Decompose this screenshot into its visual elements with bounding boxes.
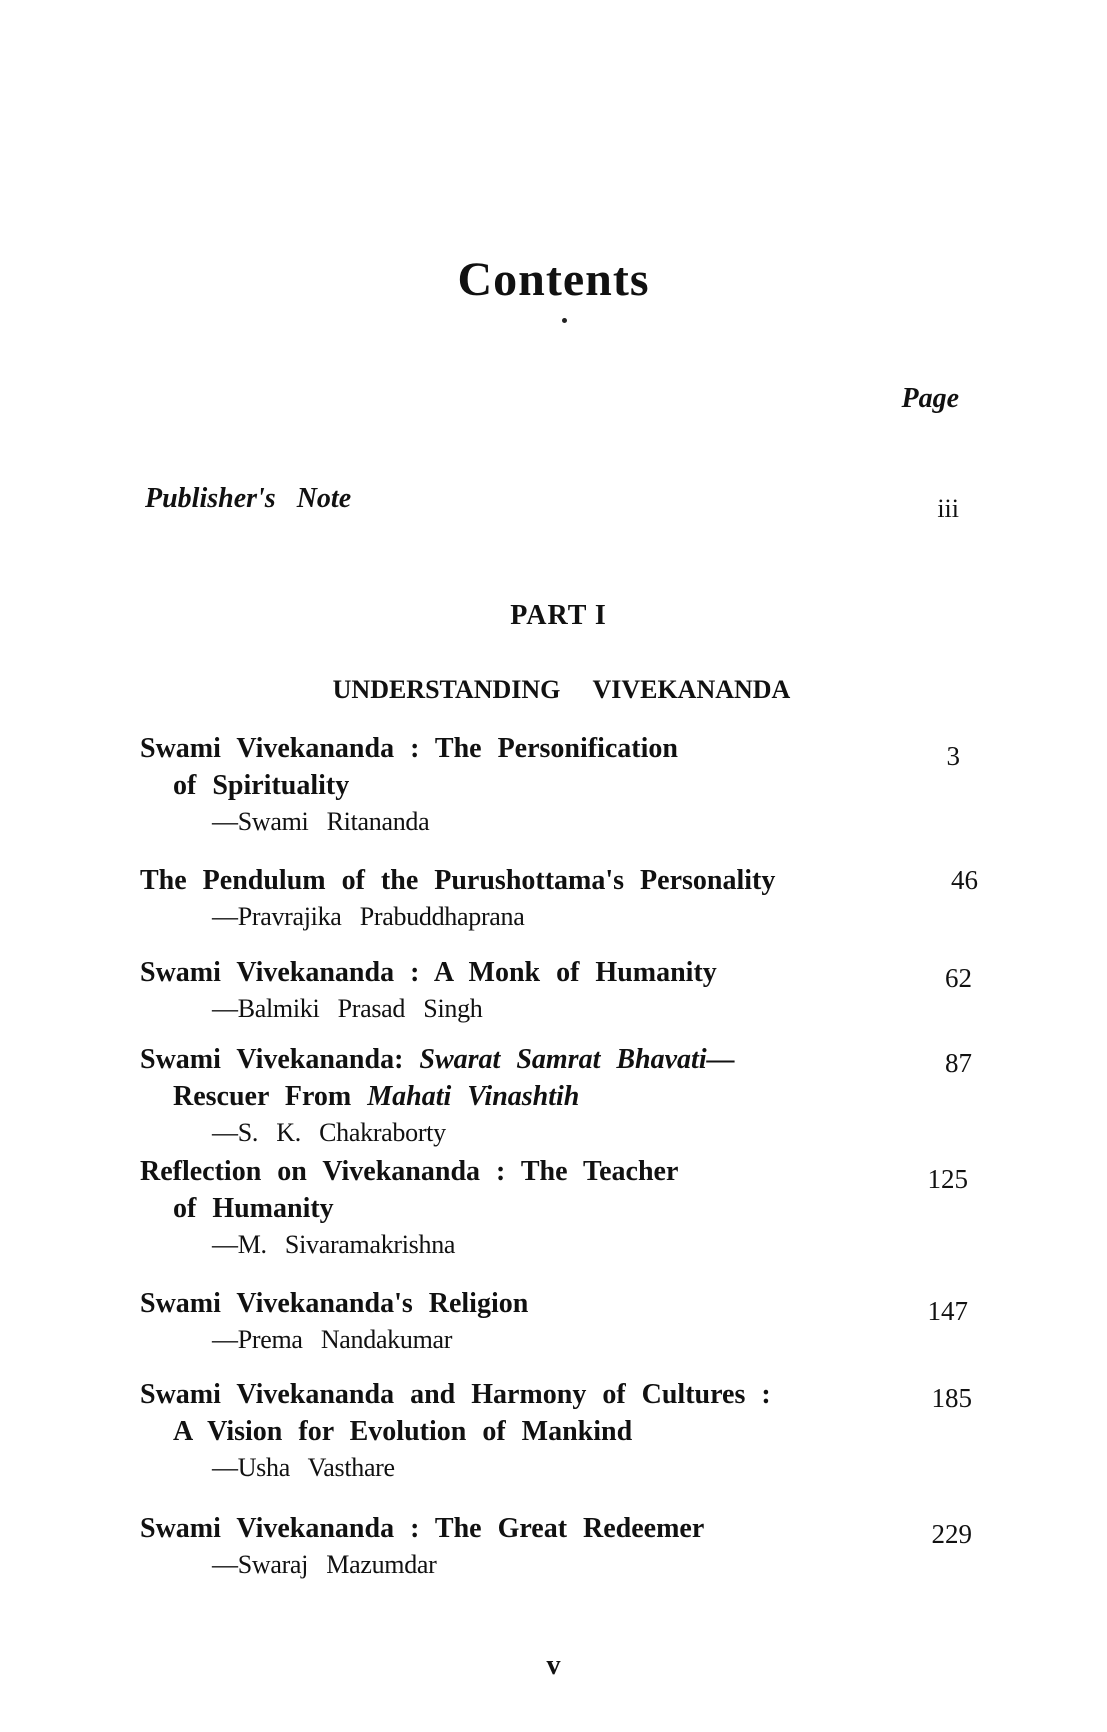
entry-author: —Swaraj Mazumdar bbox=[212, 1550, 437, 1579]
entry-title-line1: The Pendulum of the Purushottama's Personality bbox=[140, 865, 776, 896]
entry-title-line2-plain: Rescuer From bbox=[173, 1081, 368, 1112]
contents-title: Contents bbox=[457, 253, 650, 306]
entry-author: —Balmiki Prasad Singh bbox=[212, 994, 483, 1023]
entry-title-line1: Swami Vivekananda's Religion bbox=[140, 1288, 529, 1319]
entry-page: 3 bbox=[946, 741, 960, 771]
footer-page-number: v bbox=[546, 1650, 561, 1681]
entry-author: —M. Sivaramakrishna bbox=[212, 1230, 456, 1259]
entry-author: —Prema Nandakumar bbox=[212, 1325, 453, 1354]
entry-title bbox=[140, 1376, 960, 1450]
entry-title-line2: of Spirituality bbox=[173, 770, 350, 801]
entry-title-line2-italic: Mahati Vinashtih bbox=[367, 1081, 580, 1112]
publishers-note-page: iii bbox=[937, 494, 959, 523]
entry-page: 125 bbox=[927, 1164, 968, 1194]
entry-title-line1-italic: Swarat Samrat Bhavati— bbox=[419, 1044, 735, 1075]
entry-author: —Usha Vasthare bbox=[212, 1453, 395, 1482]
toc-entry[interactable] bbox=[140, 1041, 972, 1151]
entry-title bbox=[140, 1285, 900, 1322]
entry-title-line2: of Humanity bbox=[173, 1193, 334, 1224]
toc-entry[interactable] bbox=[140, 730, 960, 840]
entry-title bbox=[140, 1510, 900, 1547]
entry-page: 229 bbox=[931, 1519, 972, 1549]
part-heading: PART I bbox=[510, 600, 607, 631]
entry-author: —Pravrajika Prabuddhaprana bbox=[212, 902, 525, 931]
entry-title-line1: Swami Vivekananda : The Great Redeemer bbox=[140, 1513, 705, 1544]
entry-title-line1-plain: Swami Vivekananda: bbox=[140, 1044, 420, 1075]
entry-title bbox=[140, 954, 900, 991]
entry-page: 46 bbox=[951, 865, 978, 895]
entry-title-line1: Swami Vivekananda : A Monk of Humanity bbox=[140, 957, 717, 988]
entry-title-line1: Reflection on Vivekananda : The Teacher bbox=[140, 1156, 679, 1187]
entry-page: 147 bbox=[927, 1296, 968, 1326]
entry-title-line1: Swami Vivekananda : The Personification bbox=[140, 733, 678, 764]
toc-entry[interactable] bbox=[140, 954, 972, 1027]
entry-title-line2: A Vision for Evolution of Mankind bbox=[173, 1416, 633, 1447]
entry-title bbox=[140, 730, 900, 804]
page-column-label: Page bbox=[901, 383, 959, 414]
toc-entry[interactable] bbox=[140, 1153, 968, 1263]
section-heading: UNDERSTANDING VIVEKANANDA bbox=[332, 675, 791, 704]
publishers-note-title[interactable]: Publisher's Note bbox=[145, 483, 352, 514]
entry-page: 62 bbox=[945, 963, 972, 993]
entry-title bbox=[140, 862, 960, 899]
entry-author: —S. K. Chakraborty bbox=[212, 1118, 446, 1147]
entry-title-line1: Swami Vivekananda and Harmony of Cultures : bbox=[140, 1379, 771, 1410]
toc-entry[interactable] bbox=[140, 1510, 972, 1583]
entry-title bbox=[140, 1153, 900, 1227]
toc-entry[interactable] bbox=[140, 1285, 968, 1358]
entry-author: —Swami Ritananda bbox=[212, 807, 430, 836]
toc-entry[interactable] bbox=[140, 862, 978, 935]
entry-page: 87 bbox=[945, 1048, 972, 1078]
entry-title bbox=[140, 1041, 900, 1115]
entry-page: 185 bbox=[931, 1383, 972, 1413]
toc-entry[interactable] bbox=[140, 1376, 972, 1486]
